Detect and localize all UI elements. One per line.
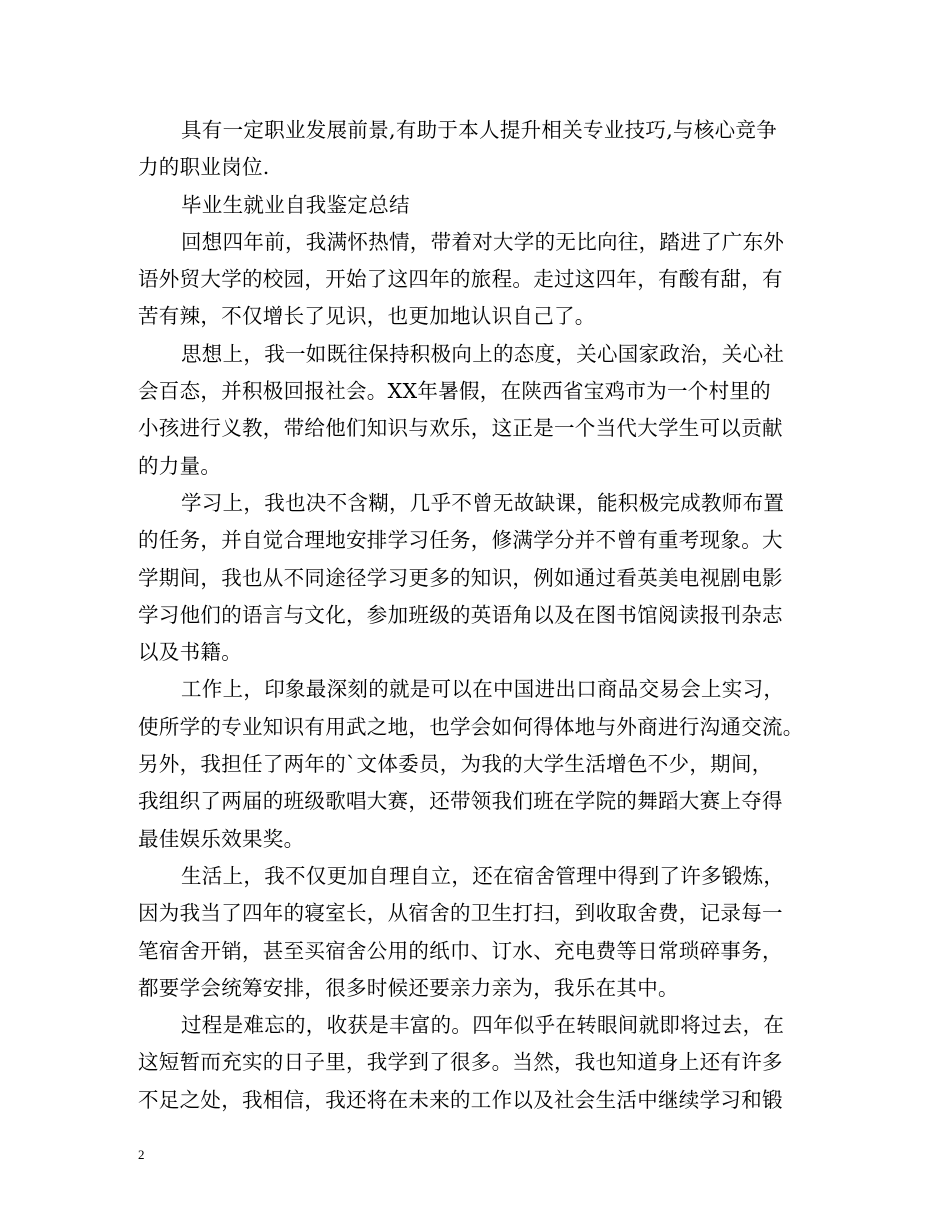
text-line: 思想上，我一如既往保持积极向上的态度，关心国家政治，关心社	[181, 341, 785, 366]
text-line: 的力量。	[138, 453, 222, 478]
text-line: 以及书籍。	[138, 640, 242, 665]
text-line: 回想四年前，我满怀热情，带着对大学的无比向往，踏进了广东外	[181, 229, 785, 254]
text-line: 笔宿舍开销，甚至买宿舍公用的纸巾、订水、充电费等日常琐碎事务，	[138, 938, 783, 963]
text-line: 我组织了两届的班级歌唱大赛，还带领我们班在学院的舞蹈大赛上夺得	[138, 789, 783, 814]
text-line: 工作上，印象最深刻的就是可以在中国进出口商品交易会上实习，	[181, 677, 785, 702]
text-line: 生活上，我不仅更加自理自立，还在宿舍管理中得到了许多锻炼，	[181, 863, 785, 888]
text-line: 学期间，我也从不同途径学习更多的知识，例如通过看英美电视剧电影	[138, 565, 783, 590]
text-line: 过程是难忘的，收获是丰富的。四年似乎在转眼间就即将过去，在	[181, 1013, 785, 1038]
text-line: 具有一定职业发展前景,有助于本人提升相关专业技巧,与核心竞争	[181, 118, 778, 142]
text-line: 因为我当了四年的寝室长，从宿舍的卫生打扫，到收取舍费，记录每一	[138, 901, 783, 926]
text-line: 都要学会统筹安排，很多时候还要亲力亲为，我乐在其中。	[138, 975, 679, 1000]
page-number: 2	[138, 1147, 145, 1162]
text-line: 学习他们的语言与文化，参加班级的英语角以及在图书馆阅读报刊杂志	[138, 602, 783, 627]
text-line: 苦有辣，不仅增长了见识，也更加地认识自己了。	[138, 304, 596, 329]
text-line: 学习上，我也决不含糊，几乎不曾无故缺课，能积极完成教师布置	[181, 490, 785, 515]
text-line: 的任务，并自觉合理地安排学习任务，修满学分并不曾有重考现象。大	[138, 528, 783, 553]
text-line: 毕业生就业自我鉴定总结	[181, 192, 410, 217]
document-body	[138, 112, 823, 1119]
text-line: 另外，我担任了两年的`文体委员，为我的大学生活增色不少，期间，	[138, 752, 773, 777]
text-line: 语外贸大学的校园，开始了这四年的旅程。走过这四年，有酸有甜，有	[138, 267, 783, 292]
text-line: 会百态，并积极回报社会。XX年暑假，在陕西省宝鸡市为一个村里的	[138, 379, 771, 404]
text-line: 不足之处，我相信，我还将在未来的工作以及社会生活中继续学习和锻	[138, 1087, 783, 1112]
text-line: 力的职业岗位.	[138, 155, 270, 180]
text-line: 这短暂而充实的日子里，我学到了很多。当然，我也知道身上还有许多	[138, 1050, 783, 1075]
text-line: 使所学的专业知识有用武之地，也学会如何得体地与外商进行沟通交流。	[138, 714, 804, 739]
text-line: 最佳娱乐效果奖。	[138, 826, 305, 851]
text-line: 小孩进行义教，带给他们知识与欢乐，这正是一个当代大学生可以贡献	[138, 416, 783, 441]
